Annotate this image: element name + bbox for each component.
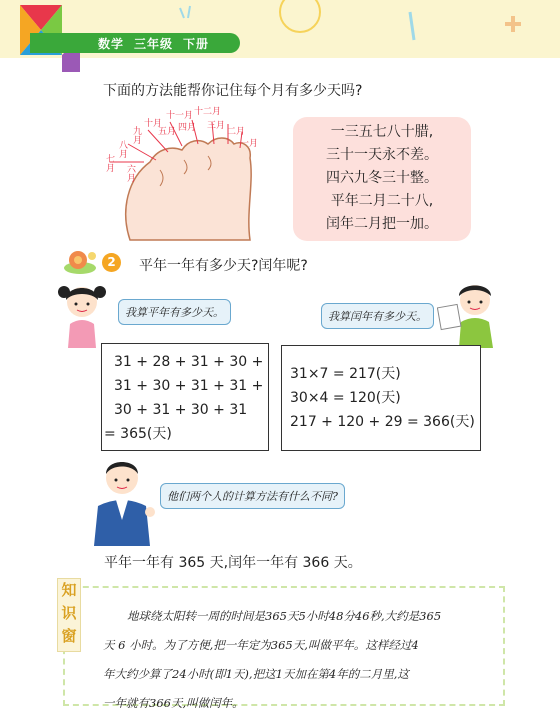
tip-line: 天 6 小时。为了方便,把一年定为365天,叫做平年。这样经过4: [103, 638, 419, 652]
girl-calculation-box: [101, 343, 269, 451]
tip-title-char: 识: [61, 604, 77, 622]
calc-line: 30 + 31 + 30 + 31: [114, 402, 248, 418]
calc-line: 30×4 = 120(天): [290, 390, 401, 406]
teacher-speech-bubble: 他们两个人的计算方法有什么不同?: [160, 483, 345, 509]
conclusion-text: 平年一年有 365 天,闰年一年有 366 天。: [104, 555, 362, 571]
boy-calculation-box: [281, 345, 481, 451]
rhyme-line: 三十一天永不差。: [326, 147, 438, 163]
knowledge-window-title: [57, 578, 81, 652]
boy-character-icon: [437, 276, 507, 348]
problem-text: 平年一年有多少天?闰年呢?: [139, 258, 308, 274]
calc-line: 31×7 = 217(天): [290, 366, 401, 382]
tip-line: 一年就有366天,叫做闰年。: [103, 696, 244, 710]
month-label-november: 十一月: [166, 111, 194, 121]
month-label-april: 四月: [178, 123, 197, 133]
month-label-october: 十月: [144, 119, 163, 129]
month-label-july: 七月: [104, 154, 114, 172]
tip-title-char: 知: [61, 581, 77, 599]
rhyme-line: 闰年二月把一加。: [326, 216, 438, 232]
tip-title-char: 窗: [61, 627, 77, 645]
month-label-august: 八月: [117, 140, 127, 158]
header-grade: 三年级: [134, 37, 174, 51]
month-label-february: 二月: [227, 127, 246, 137]
teacher-character-icon: [88, 454, 158, 546]
month-label-may: 五月: [158, 127, 177, 137]
girl-speech-bubble: 我算平年有多少天。: [118, 299, 231, 325]
header-volume: 下册: [183, 37, 210, 51]
calc-line: 31 + 28 + 31 + 30 +: [114, 354, 264, 370]
girl-character-icon: [52, 278, 112, 348]
month-rhyme-box: [293, 117, 471, 241]
question-text: 下面的方法能帮你记住每个月有多少天吗?: [103, 83, 363, 99]
tip-line: 年大约少算了24小时(即1天),把这1天加在第4年的二月里,这: [103, 667, 409, 681]
month-label-january: 一月: [240, 139, 259, 149]
rhyme-line: 四六九冬三十整。: [326, 170, 438, 186]
problem-number-badge: 2: [102, 253, 121, 272]
header-subject: 数学: [98, 37, 125, 51]
month-label-march: 三月: [207, 121, 226, 131]
month-label-december: 十二月: [194, 107, 222, 117]
boy-speech-bubble: 我算闰年有多少天。: [321, 303, 434, 329]
month-label-june: 六月: [125, 164, 135, 182]
header-title: [98, 35, 219, 52]
calc-line: 31 + 30 + 31 + 31 +: [114, 378, 264, 394]
snail-mascot-icon: [62, 246, 102, 276]
calc-line: 217 + 120 + 29 = 366(天): [290, 414, 475, 430]
rhyme-line: 一三五七八十腊,: [330, 124, 434, 140]
tip-line: 地球绕太阳转一周的时间是365天5小时48分46秒,大约是365: [127, 609, 442, 623]
rhyme-line: 平年二月二十八,: [330, 193, 434, 209]
calc-line: = 365(天): [104, 426, 172, 442]
knowledge-window-box: [63, 586, 505, 710]
month-label-september: 九月: [131, 126, 141, 144]
